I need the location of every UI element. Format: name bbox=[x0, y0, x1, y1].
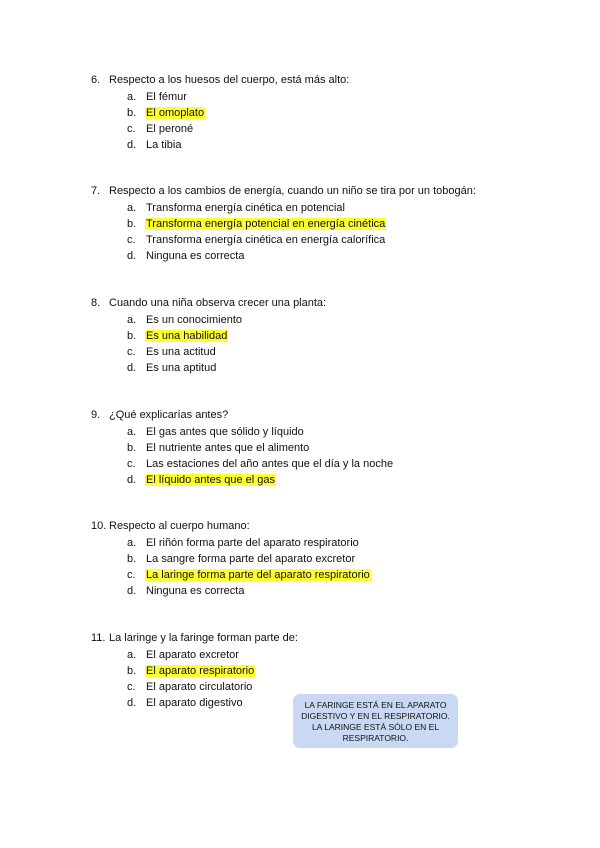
option-text: Transforma energía cinética en energía calorífica bbox=[146, 234, 386, 246]
option-letter: a. bbox=[127, 202, 137, 214]
option-letter: d. bbox=[127, 139, 137, 151]
answer-option bbox=[91, 137, 561, 153]
answer-option bbox=[91, 89, 561, 105]
option-letter: d. bbox=[127, 585, 137, 597]
option-letter: a. bbox=[127, 314, 137, 326]
answer-option bbox=[91, 583, 561, 599]
question-text: La laringe y la faringe forman parte de: bbox=[109, 632, 298, 644]
option-text: Las estaciones del año antes que el día y la noche bbox=[146, 458, 394, 470]
question-text: Respecto a los cambios de energía, cuando un niño se tira por un tobogán: bbox=[109, 185, 476, 197]
option-text: Es un conocimiento bbox=[146, 314, 242, 326]
answer-option bbox=[91, 440, 561, 456]
note-line: RESPIRATORIO. bbox=[342, 733, 409, 743]
question-stem bbox=[91, 518, 561, 535]
answer-option bbox=[91, 679, 561, 695]
option-letter: c. bbox=[127, 681, 136, 693]
answer-option bbox=[91, 472, 561, 488]
question-stem bbox=[91, 183, 561, 200]
answer-option bbox=[91, 567, 561, 583]
option-letter: b. bbox=[127, 218, 137, 230]
option-text: La tibia bbox=[146, 139, 182, 151]
option-letter: c. bbox=[127, 123, 136, 135]
answer-option bbox=[91, 663, 561, 679]
answer-option bbox=[91, 216, 561, 232]
note-line: LA FARINGE ESTÁ EN EL APARATO bbox=[304, 700, 447, 710]
option-letter: b. bbox=[127, 107, 137, 119]
option-text-highlighted: El líquido antes que el gas bbox=[146, 474, 276, 486]
answer-option bbox=[91, 248, 561, 264]
option-text-highlighted: Transforma energía potencial en energía cinética bbox=[146, 218, 386, 230]
option-letter: b. bbox=[127, 330, 137, 342]
answer-option bbox=[91, 535, 561, 551]
question-stem bbox=[91, 630, 561, 647]
question-block bbox=[91, 407, 561, 488]
question-stem bbox=[91, 295, 561, 312]
option-text: El riñón forma parte del aparato respiratorio bbox=[146, 537, 359, 549]
option-letter: d. bbox=[127, 474, 137, 486]
note-line: DIGESTIVO Y EN EL RESPIRATORIO. bbox=[301, 711, 450, 721]
option-letter: c. bbox=[127, 569, 136, 581]
question-number: 6. bbox=[91, 74, 101, 86]
option-letter: b. bbox=[127, 665, 137, 677]
answer-option bbox=[91, 312, 561, 328]
option-text: El aparato excretor bbox=[146, 649, 239, 661]
option-text: Ninguna es correcta bbox=[146, 585, 245, 597]
option-text: Es una actitud bbox=[146, 346, 216, 358]
answer-option bbox=[91, 647, 561, 663]
option-letter: d. bbox=[127, 697, 137, 709]
option-letter: b. bbox=[127, 442, 137, 454]
question-block bbox=[91, 183, 561, 264]
option-text: El aparato digestivo bbox=[146, 697, 243, 709]
option-letter: c. bbox=[127, 234, 136, 246]
option-letter: c. bbox=[127, 346, 136, 358]
question-number: 10. bbox=[91, 520, 107, 532]
question-text: Respecto a los huesos del cuerpo, está más alto: bbox=[109, 74, 350, 86]
option-letter: d. bbox=[127, 250, 137, 262]
option-text: Transforma energía cinética en potencial bbox=[146, 202, 345, 214]
option-text: Es una aptitud bbox=[146, 362, 217, 374]
answer-option bbox=[91, 105, 561, 121]
question-block bbox=[91, 72, 561, 153]
answer-option bbox=[91, 200, 561, 216]
answer-option bbox=[91, 551, 561, 567]
answer-option bbox=[91, 344, 561, 360]
option-text: El aparato circulatorio bbox=[146, 681, 253, 693]
answer-option bbox=[91, 121, 561, 137]
option-text: El fémur bbox=[146, 91, 187, 103]
option-letter: d. bbox=[127, 362, 137, 374]
answer-option bbox=[91, 456, 561, 472]
option-text: El nutriente antes que el alimento bbox=[146, 442, 310, 454]
option-letter: a. bbox=[127, 649, 137, 661]
option-letter: b. bbox=[127, 553, 137, 565]
question-block bbox=[91, 295, 561, 376]
question-number: 11. bbox=[91, 632, 106, 644]
note-line: LA LARINGE ESTÁ SÓLO EN EL bbox=[311, 722, 440, 732]
option-letter: c. bbox=[127, 458, 136, 470]
option-letter: a. bbox=[127, 91, 137, 103]
answer-option bbox=[91, 424, 561, 440]
annotation-note bbox=[293, 694, 458, 748]
question-number: 9. bbox=[91, 409, 101, 421]
option-letter: a. bbox=[127, 537, 137, 549]
option-text: El peroné bbox=[146, 123, 194, 135]
question-block bbox=[91, 518, 561, 599]
option-letter: a. bbox=[127, 426, 137, 438]
question-text: Cuando una niña observa crecer una planta: bbox=[109, 297, 327, 309]
option-text-highlighted: El aparato respiratorio bbox=[146, 665, 255, 677]
option-text-highlighted: El omoplato bbox=[146, 107, 205, 119]
option-text: La sangre forma parte del aparato excretor bbox=[146, 553, 356, 565]
answer-option bbox=[91, 328, 561, 344]
option-text-highlighted: Es una habilidad bbox=[146, 330, 228, 342]
question-text: ¿Qué explicarías antes? bbox=[109, 409, 229, 421]
option-text: El gas antes que sólido y líquido bbox=[146, 426, 304, 438]
answer-option bbox=[91, 232, 561, 248]
question-number: 8. bbox=[91, 297, 101, 309]
option-text-highlighted: La laringe forma parte del aparato respiratorio bbox=[146, 569, 370, 581]
option-text: Ninguna es correcta bbox=[146, 250, 245, 262]
question-number: 7. bbox=[91, 185, 101, 197]
answer-option bbox=[91, 360, 561, 376]
question-stem bbox=[91, 407, 561, 424]
question-stem bbox=[91, 72, 561, 89]
question-text: Respecto al cuerpo humano: bbox=[109, 520, 250, 532]
